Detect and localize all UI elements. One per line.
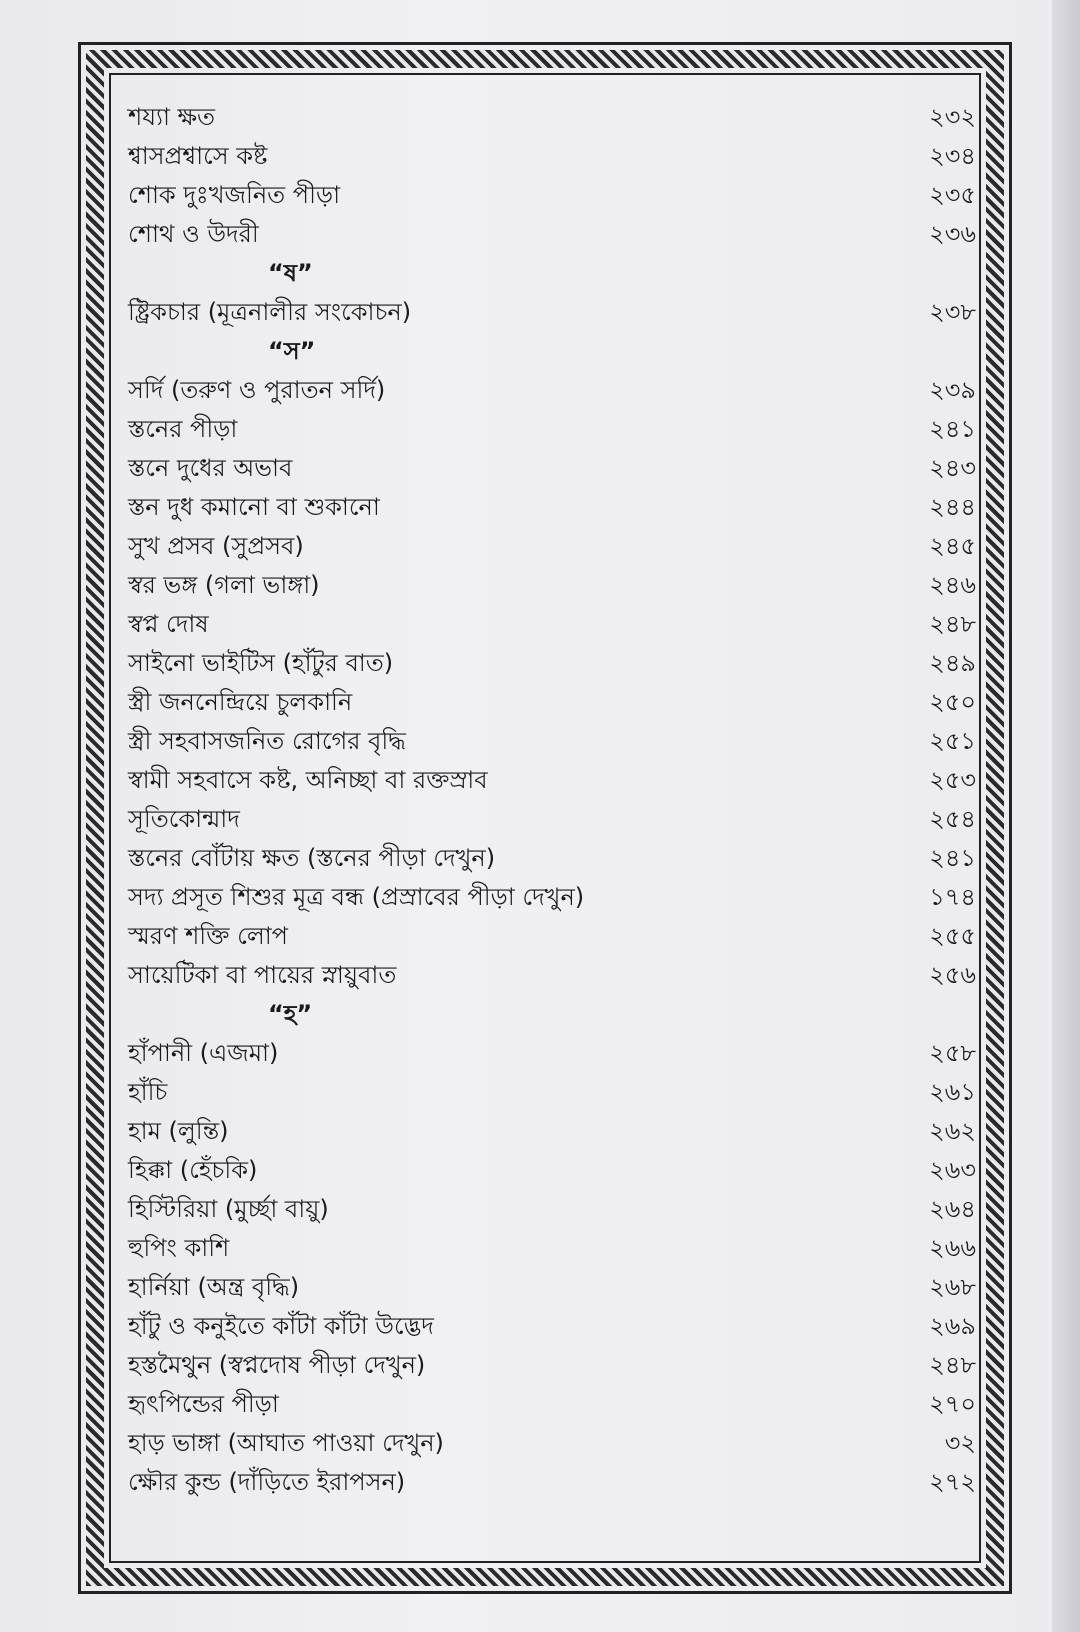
entry-page-number: ২৬৮: [929, 1273, 976, 1301]
entry-page-number: ২৫৬: [929, 961, 976, 989]
index-entry: [128, 761, 976, 800]
entry-title: হুপিং কাশি: [128, 1234, 230, 1262]
index-entry: [128, 176, 976, 215]
entry-title: স্ত্রী জননেন্দ্রিয়ে চুলকানি: [128, 688, 353, 716]
entry-page-number: ২৫০: [929, 688, 976, 716]
entry-title: হাঁচি: [128, 1078, 168, 1106]
entry-title: সাইনো ভাইটিস (হাঁটুর বাত): [128, 649, 394, 677]
entry-title: স্বর ভঙ্গ (গলা ভাঙ্গা): [128, 571, 320, 599]
entry-title: শোথ ও উদরী: [128, 220, 259, 248]
entry-page-number: ২৭২: [929, 1468, 976, 1496]
entry-page-number: ২৫৩: [929, 766, 976, 794]
page-edge: [1052, 0, 1080, 1632]
entry-title: হিক্কা (হেঁচকি): [128, 1156, 258, 1184]
entry-page-number: ২৩৪: [929, 142, 976, 170]
entry-page-number: ২৭০: [929, 1390, 976, 1418]
entry-page-number: ২৩৮: [929, 298, 976, 326]
entry-page-number: ২৬৩: [929, 1156, 976, 1184]
index-entry: [128, 215, 976, 254]
entry-title: শ্বাসপ্রশ্বাসে কষ্ট: [128, 142, 268, 170]
index-entry: [128, 605, 976, 644]
entry-title: স্বপ্ন দোষ: [128, 610, 209, 638]
index-entry: [128, 1424, 976, 1463]
index-entry: [128, 956, 976, 995]
entry-page-number: ২৩৬: [929, 220, 976, 248]
entry-title: সর্দি (তরুণ ও পুরাতন সর্দি): [128, 376, 386, 404]
index-entry: [128, 1307, 976, 1346]
entry-title: স্তন দুধ কমানো বা শুকানো: [128, 493, 380, 521]
index-entry: [128, 1190, 976, 1229]
index-entry: [128, 683, 976, 722]
entry-page-number: ১৭৪: [929, 883, 976, 911]
index-entry: [128, 1268, 976, 1307]
entry-page-number: ২৪৫: [929, 532, 976, 560]
entry-title: হৃৎপিন্ডের পীড়া: [128, 1390, 279, 1418]
entry-title: হস্তমৈথুন (স্বপ্নদোষ পীড়া দেখুন): [128, 1351, 426, 1379]
entry-title: শয্যা ক্ষত: [128, 103, 216, 131]
section-letter-header: [128, 254, 976, 293]
entry-title: হার্নিয়া (অন্ত্র বৃদ্ধি): [128, 1273, 300, 1301]
entry-title: হিস্টিরিয়া (মুর্চ্ছা বায়ু): [128, 1195, 329, 1223]
entry-title: হাঁপানী (এজমা): [128, 1039, 279, 1067]
entry-title: সায়েটিকা বা পায়ের স্নায়ুবাত: [128, 961, 397, 989]
entry-page-number: ২৬৬: [929, 1234, 976, 1262]
entry-title: হাড় ভাঙ্গা (আঘাত পাওয়া দেখুন): [128, 1429, 444, 1457]
index-entry: [128, 839, 976, 878]
entry-page-number: ২৫৮: [929, 1039, 976, 1067]
entry-title: স্তনের বোঁটায় ক্ষত (স্তনের পীড়া দেখুন): [128, 844, 496, 872]
index-entry: [128, 566, 976, 605]
section-letter: “হ”: [268, 1000, 313, 1028]
entry-page-number: ২৬২: [929, 1117, 976, 1145]
entry-page-number: ২৬১: [929, 1078, 976, 1106]
entry-title: ক্ষৌর কুন্ড (দাঁড়িতে ইরাপসন): [128, 1468, 406, 1496]
section-letter: “ষ”: [268, 259, 313, 287]
entry-title: শোক দুঃখজনিত পীড়া: [128, 181, 341, 209]
index-entry: [128, 722, 976, 761]
entry-page-number: ২৩৫: [929, 181, 976, 209]
index-entry: [128, 1385, 976, 1424]
entry-title: স্ত্রী সহবাসজনিত রোগের বৃদ্ধি: [128, 727, 406, 755]
entry-page-number: ৩২: [944, 1429, 976, 1457]
entry-title: হাঁটু ও কনুইতে কাঁটা কাঁটা উদ্ভেদ: [128, 1312, 434, 1340]
entry-page-number: ২৪৮: [929, 1351, 976, 1379]
entry-title: সূতিকোন্মাদ: [128, 805, 240, 833]
index-entry: [128, 137, 976, 176]
entry-page-number: ২৪৩: [929, 454, 976, 482]
index-entry: [128, 371, 976, 410]
entry-title: স্তনের পীড়া: [128, 415, 238, 443]
entry-page-number: ২৪৪: [929, 493, 976, 521]
entry-title: হাম (লুন্তি): [128, 1117, 229, 1145]
index-entry: [128, 1112, 976, 1151]
entry-title: স্বামী সহবাসে কষ্ট, অনিচ্ছা বা রক্তস্রাব: [128, 766, 488, 794]
entry-page-number: ২৬৪: [929, 1195, 976, 1223]
entry-page-number: ২৫৪: [929, 805, 976, 833]
index-entry: [128, 488, 976, 527]
entry-page-number: ২৪১: [929, 844, 976, 872]
entry-page-number: ২৫১: [929, 727, 976, 755]
section-letter-header: [128, 332, 976, 371]
entry-title: ষ্ট্রিকচার (মূত্রনালীর সংকোচন): [128, 298, 412, 326]
entry-title: সুখ প্রসব (সুপ্রসব): [128, 532, 304, 560]
index-entry: [128, 800, 976, 839]
index-list: [128, 98, 976, 1502]
index-entry: [128, 527, 976, 566]
section-letter-header: [128, 995, 976, 1034]
entry-title: স্তনে দুধের অভাব: [128, 454, 293, 482]
entry-page-number: ২৫৫: [929, 922, 976, 950]
index-entry: [128, 1346, 976, 1385]
index-entry: [128, 1229, 976, 1268]
index-entry: [128, 878, 976, 917]
index-entry: [128, 449, 976, 488]
entry-page-number: ২৪৬: [929, 571, 976, 599]
index-entry: [128, 293, 976, 332]
entry-title: স্মরণ শক্তি লোপ: [128, 922, 288, 950]
entry-page-number: ২৪৮: [929, 610, 976, 638]
index-entry: [128, 1073, 976, 1112]
section-letter: “স”: [268, 337, 316, 365]
entry-page-number: ২৬৯: [929, 1312, 976, 1340]
entry-page-number: ২৩২: [929, 103, 976, 131]
index-entry: [128, 644, 976, 683]
index-entry: [128, 1463, 976, 1502]
entry-title: সদ্য প্রসূত শিশুর মূত্র বন্ধ (প্রস্রাবের পীড়া দেখুন): [128, 883, 585, 911]
index-entry: [128, 98, 976, 137]
index-entry: [128, 1151, 976, 1190]
entry-page-number: ২৩৯: [929, 376, 976, 404]
index-entry: [128, 917, 976, 956]
index-entry: [128, 410, 976, 449]
entry-page-number: ২৪১: [929, 415, 976, 443]
index-entry: [128, 1034, 976, 1073]
entry-page-number: ২৪৯: [929, 649, 976, 677]
